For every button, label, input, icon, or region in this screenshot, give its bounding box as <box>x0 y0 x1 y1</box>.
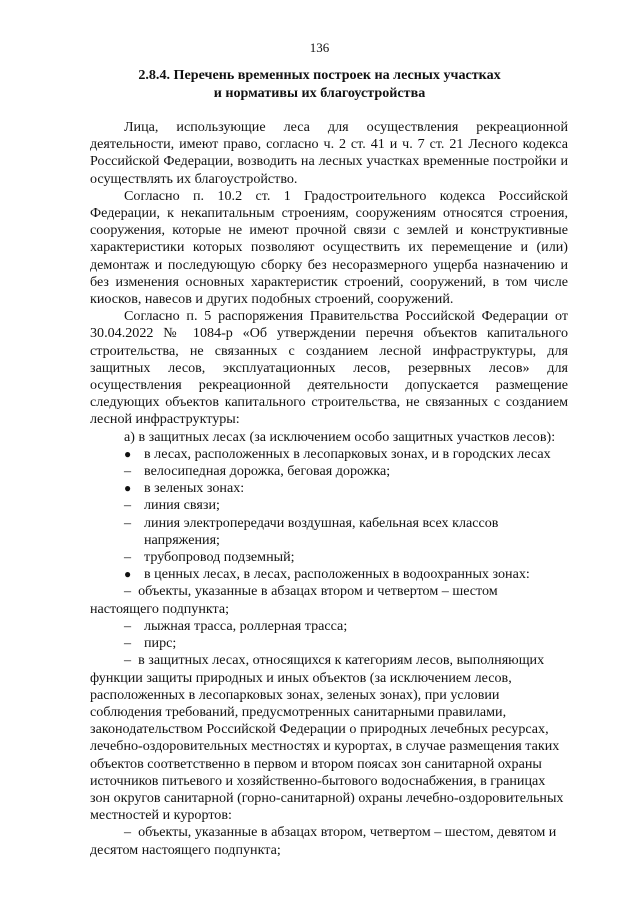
dash-marker: – <box>124 583 132 600</box>
bullet-marker: ● <box>124 446 132 461</box>
dash-marker: – <box>124 652 132 669</box>
list-item-text: линия электропередачи воздушная, кабельная всех классов напряжения; <box>144 514 499 548</box>
list-item <box>90 515 568 549</box>
dash-marker: – <box>124 824 132 841</box>
list-item <box>90 446 568 463</box>
list-item-wrapped <box>90 583 568 617</box>
list-item-text: объекты, указанные в абзацах втором и четвертом – шестом настоящего подпункта; <box>90 583 498 617</box>
dash-marker: – <box>124 617 132 634</box>
list-item-text: лыжная трасса, роллерная трасса; <box>144 617 348 634</box>
dash-marker: – <box>124 497 132 514</box>
paragraph-subitem-a: а) в защитных лесах (за исключением особо защитных участков лесов): <box>124 428 556 445</box>
document-body <box>90 119 568 859</box>
dash-marker: – <box>124 549 132 566</box>
list-item-text: в лесах, расположенных в лесопарковых зонах, и в городских лесах <box>144 445 551 462</box>
dash-marker: – <box>124 635 132 652</box>
list-item-text: пирс; <box>144 635 177 652</box>
list-item-text: в ценных лесах, в лесах, расположенных в водоохранных зонах: <box>144 566 530 583</box>
list-item-text: линия связи; <box>144 497 220 514</box>
list-item-text: в защитных лесах, относящихся к категориям лесов, выполняющих функции защиты природных и иных объектов (за исключением лесов, расположенных в лесопарковых зонах, зеленых зонах), при условии соблюдения требований, предусмотренных санитарными правилами, законодательством Российской Федерации о природных лечебных ресурсах, лечебно-оздоровительных местностях и курортах, в случае размещения таких объектов соответственно в первом и втором поясах зон санитарной охраны источников питьевого и хозяйственно-бытового водоснабжения, в границах зон округов санитарной (горно-санитарной) охраны лечебно-оздоровительных местностей и курортов: <box>90 652 564 824</box>
list-item <box>90 463 568 480</box>
dash-marker: – <box>124 514 132 531</box>
list-item <box>90 566 568 583</box>
heading-line-1: 2.8.4. Перечень временных построек на лесных участках <box>138 67 501 83</box>
bullet-marker: ● <box>124 567 132 582</box>
paragraph-urban-code: Согласно п. 10.2 ст. 1 Градостроительного кодекса Российской Федерации, к некапитальным строениям, сооружениям относятся строения, сооружения, которые не имеют прочной связи с землей и конструктивные характеристики которых позволяют осуществить их перемещение и (или) демонтаж и последующую сборку без несоразмерного ущерба назначению и без изменения основных характеристик строений, сооружений, в том числе киосков, навесов и других подобных строений, сооружений. <box>90 187 568 308</box>
paragraph-government-order: Согласно п. 5 распоряжения Правительства Российской Федерации от 30.04.2022 № 1084-р «Об утверждении перечня объектов капитального строительства, не связанных с созданием лесной инфраструктуры, для защитных лесов, эксплуатационных лесов, резервных лесов» для осуществления рекреационной деятельности допускается размещение следующих объектов капитального строительства, не связанных с созданием лесной инфраструктуры: <box>90 308 568 428</box>
section-heading <box>0 66 639 102</box>
list-item <box>90 635 568 652</box>
list-item-text: объекты, указанные в абзацах втором, четвертом – шестом, девятом и десятом настоящего подпункта; <box>90 824 557 858</box>
dash-marker: – <box>124 463 132 480</box>
list-item-text: в зеленых зонах: <box>144 480 245 497</box>
list-item <box>90 618 568 635</box>
list-item <box>90 497 568 514</box>
list-item-text: велосипедная дорожка, беговая дорожка; <box>144 463 391 480</box>
paragraph-rights: Лица, использующие леса для осуществления рекреационной деятельности, имеют право, согласно ч. 2 ст. 41 и ч. 7 ст. 21 Лесного кодекса Российской Федерации, возводить на лесных участках временные постройки и осуществлять их благоустройство. <box>90 119 568 187</box>
list-item <box>90 480 568 497</box>
list-item <box>90 549 568 566</box>
bullet-marker: ● <box>124 481 132 496</box>
heading-line-2: и нормативы их благоустройства <box>213 85 426 101</box>
list-item-wrapped <box>90 652 568 824</box>
page-number: 136 <box>309 40 330 55</box>
list-item-text: трубопровод подземный; <box>144 549 295 566</box>
list-item-wrapped <box>90 824 568 858</box>
